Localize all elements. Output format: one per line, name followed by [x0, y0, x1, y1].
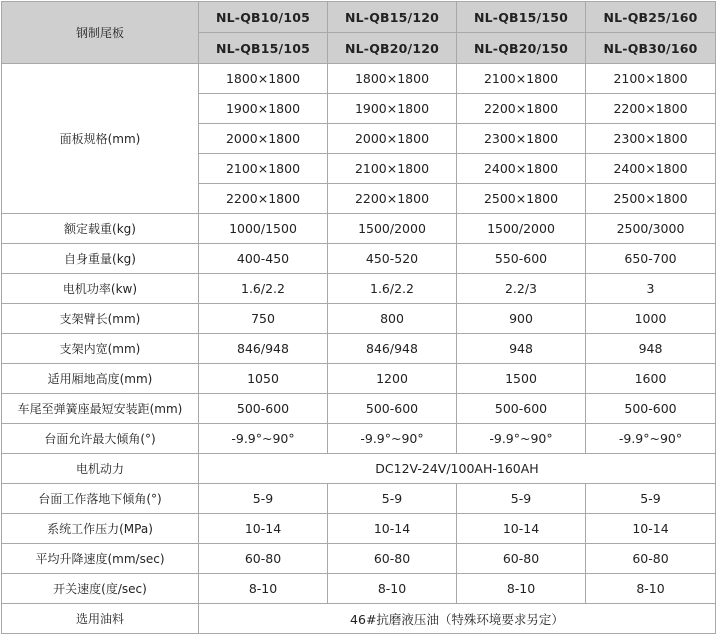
spec-value: 10-14: [328, 514, 457, 544]
spec-value: 2100×1800: [457, 64, 586, 94]
spec-value: 10-14: [199, 514, 328, 544]
spec-value: 2400×1800: [586, 154, 716, 184]
spec-value: 2300×1800: [457, 124, 586, 154]
spec-row: [2, 424, 716, 454]
spec-row: [2, 394, 716, 424]
row-label: 选用油料: [2, 604, 199, 634]
spec-value: 3: [586, 274, 716, 304]
spec-value: 1800×1800: [328, 64, 457, 94]
spec-table: [1, 1, 716, 634]
spec-value: 2100×1800: [328, 154, 457, 184]
spec-value: 846/948: [328, 334, 457, 364]
row-label: 开关速度(度/sec): [2, 574, 199, 604]
spec-value: 500-600: [457, 394, 586, 424]
spec-value: 1000: [586, 304, 716, 334]
row-label: 台面允许最大倾角(°): [2, 424, 199, 454]
oil-row: [2, 604, 716, 634]
row-label: 适用厢地高度(mm): [2, 364, 199, 394]
spec-value: 60-80: [199, 544, 328, 574]
spec-value: 5-9: [328, 484, 457, 514]
spec-value: 948: [586, 334, 716, 364]
spec-value: 2200×1800: [457, 94, 586, 124]
spec-value: 846/948: [199, 334, 328, 364]
spec-row: [2, 304, 716, 334]
row-label: 支架臂长(mm): [2, 304, 199, 334]
spec-value: 1050: [199, 364, 328, 394]
spec-value: 46#抗磨液压油（特殊环境要求另定）: [199, 604, 716, 634]
row-label: 电机动力: [2, 454, 199, 484]
spec-table-body: [2, 2, 716, 634]
row-label: 台面工作落地下倾角(°): [2, 484, 199, 514]
spec-value: 800: [328, 304, 457, 334]
spec-value: 1900×1800: [328, 94, 457, 124]
spec-value: 1.6/2.2: [328, 274, 457, 304]
spec-value: 1800×1800: [199, 64, 328, 94]
model-name: NL-QB15/120: [328, 2, 457, 33]
spec-value: 2000×1800: [328, 124, 457, 154]
spec-row: [2, 364, 716, 394]
model-name: NL-QB25/160: [586, 2, 716, 33]
spec-value: 2500×1800: [586, 184, 716, 214]
spec-value: 1500/2000: [328, 214, 457, 244]
spec-row: [2, 514, 716, 544]
row-label: 电机功率(kw): [2, 274, 199, 304]
spec-value: 2200×1800: [199, 184, 328, 214]
spec-value: 948: [457, 334, 586, 364]
spec-value: 2000×1800: [199, 124, 328, 154]
spec-value: 900: [457, 304, 586, 334]
spec-value: 500-600: [328, 394, 457, 424]
spec-value: -9.9°~90°: [199, 424, 328, 454]
spec-value: 450-520: [328, 244, 457, 274]
spec-value: 8-10: [586, 574, 716, 604]
model-name: NL-QB20/120: [328, 33, 457, 64]
spec-value: 2100×1800: [199, 154, 328, 184]
model-name: NL-QB20/150: [457, 33, 586, 64]
spec-value: 2500×1800: [457, 184, 586, 214]
spec-value: DC12V-24V/100AH-160AH: [199, 454, 716, 484]
spec-value: 5-9: [457, 484, 586, 514]
spec-row: [2, 274, 716, 304]
spec-value: 1.6/2.2: [199, 274, 328, 304]
panel-size-row: [2, 64, 716, 94]
row-label: 面板规格(mm): [2, 64, 199, 214]
spec-row: [2, 574, 716, 604]
spec-value: 2500/3000: [586, 214, 716, 244]
spec-value: 1900×1800: [199, 94, 328, 124]
spec-value: 60-80: [328, 544, 457, 574]
model-name: NL-QB10/105: [199, 2, 328, 33]
spec-value: 500-600: [586, 394, 716, 424]
spec-value: 60-80: [457, 544, 586, 574]
model-name: NL-QB15/150: [457, 2, 586, 33]
spec-value: 2100×1800: [586, 64, 716, 94]
spec-value: 1000/1500: [199, 214, 328, 244]
spec-value: 10-14: [457, 514, 586, 544]
spec-value: 1200: [328, 364, 457, 394]
spec-value: 1500: [457, 364, 586, 394]
spec-value: 750: [199, 304, 328, 334]
row-label: 系统工作压力(MPa): [2, 514, 199, 544]
row-label: 支架内宽(mm): [2, 334, 199, 364]
header-row-1: [2, 2, 716, 33]
row-label: 自身重量(kg): [2, 244, 199, 274]
spec-value: 2200×1800: [586, 94, 716, 124]
spec-row: [2, 544, 716, 574]
spec-value: 550-600: [457, 244, 586, 274]
spec-value: 400-450: [199, 244, 328, 274]
spec-value: 8-10: [328, 574, 457, 604]
spec-value: 1600: [586, 364, 716, 394]
spec-value: 1500/2000: [457, 214, 586, 244]
row-label: 额定载重(kg): [2, 214, 199, 244]
spec-value: 10-14: [586, 514, 716, 544]
spec-value: 650-700: [586, 244, 716, 274]
header-title: 钢制尾板: [2, 2, 199, 64]
spec-value: -9.9°~90°: [457, 424, 586, 454]
model-name: NL-QB30/160: [586, 33, 716, 64]
row-label: 车尾至弹簧座最短安装距(mm): [2, 394, 199, 424]
spec-row: [2, 334, 716, 364]
spec-value: 8-10: [199, 574, 328, 604]
spec-value: 2200×1800: [328, 184, 457, 214]
spec-value: 60-80: [586, 544, 716, 574]
spec-value: 5-9: [586, 484, 716, 514]
spec-value: -9.9°~90°: [328, 424, 457, 454]
spec-row: [2, 214, 716, 244]
model-name: NL-QB15/105: [199, 33, 328, 64]
spec-value: 2300×1800: [586, 124, 716, 154]
row-label: 平均升降速度(mm/sec): [2, 544, 199, 574]
motor-power-row: [2, 454, 716, 484]
spec-value: 2400×1800: [457, 154, 586, 184]
spec-value: -9.9°~90°: [586, 424, 716, 454]
spec-value: 2.2/3: [457, 274, 586, 304]
spec-row: [2, 484, 716, 514]
spec-row: [2, 244, 716, 274]
spec-value: 500-600: [199, 394, 328, 424]
spec-value: 5-9: [199, 484, 328, 514]
spec-value: 8-10: [457, 574, 586, 604]
